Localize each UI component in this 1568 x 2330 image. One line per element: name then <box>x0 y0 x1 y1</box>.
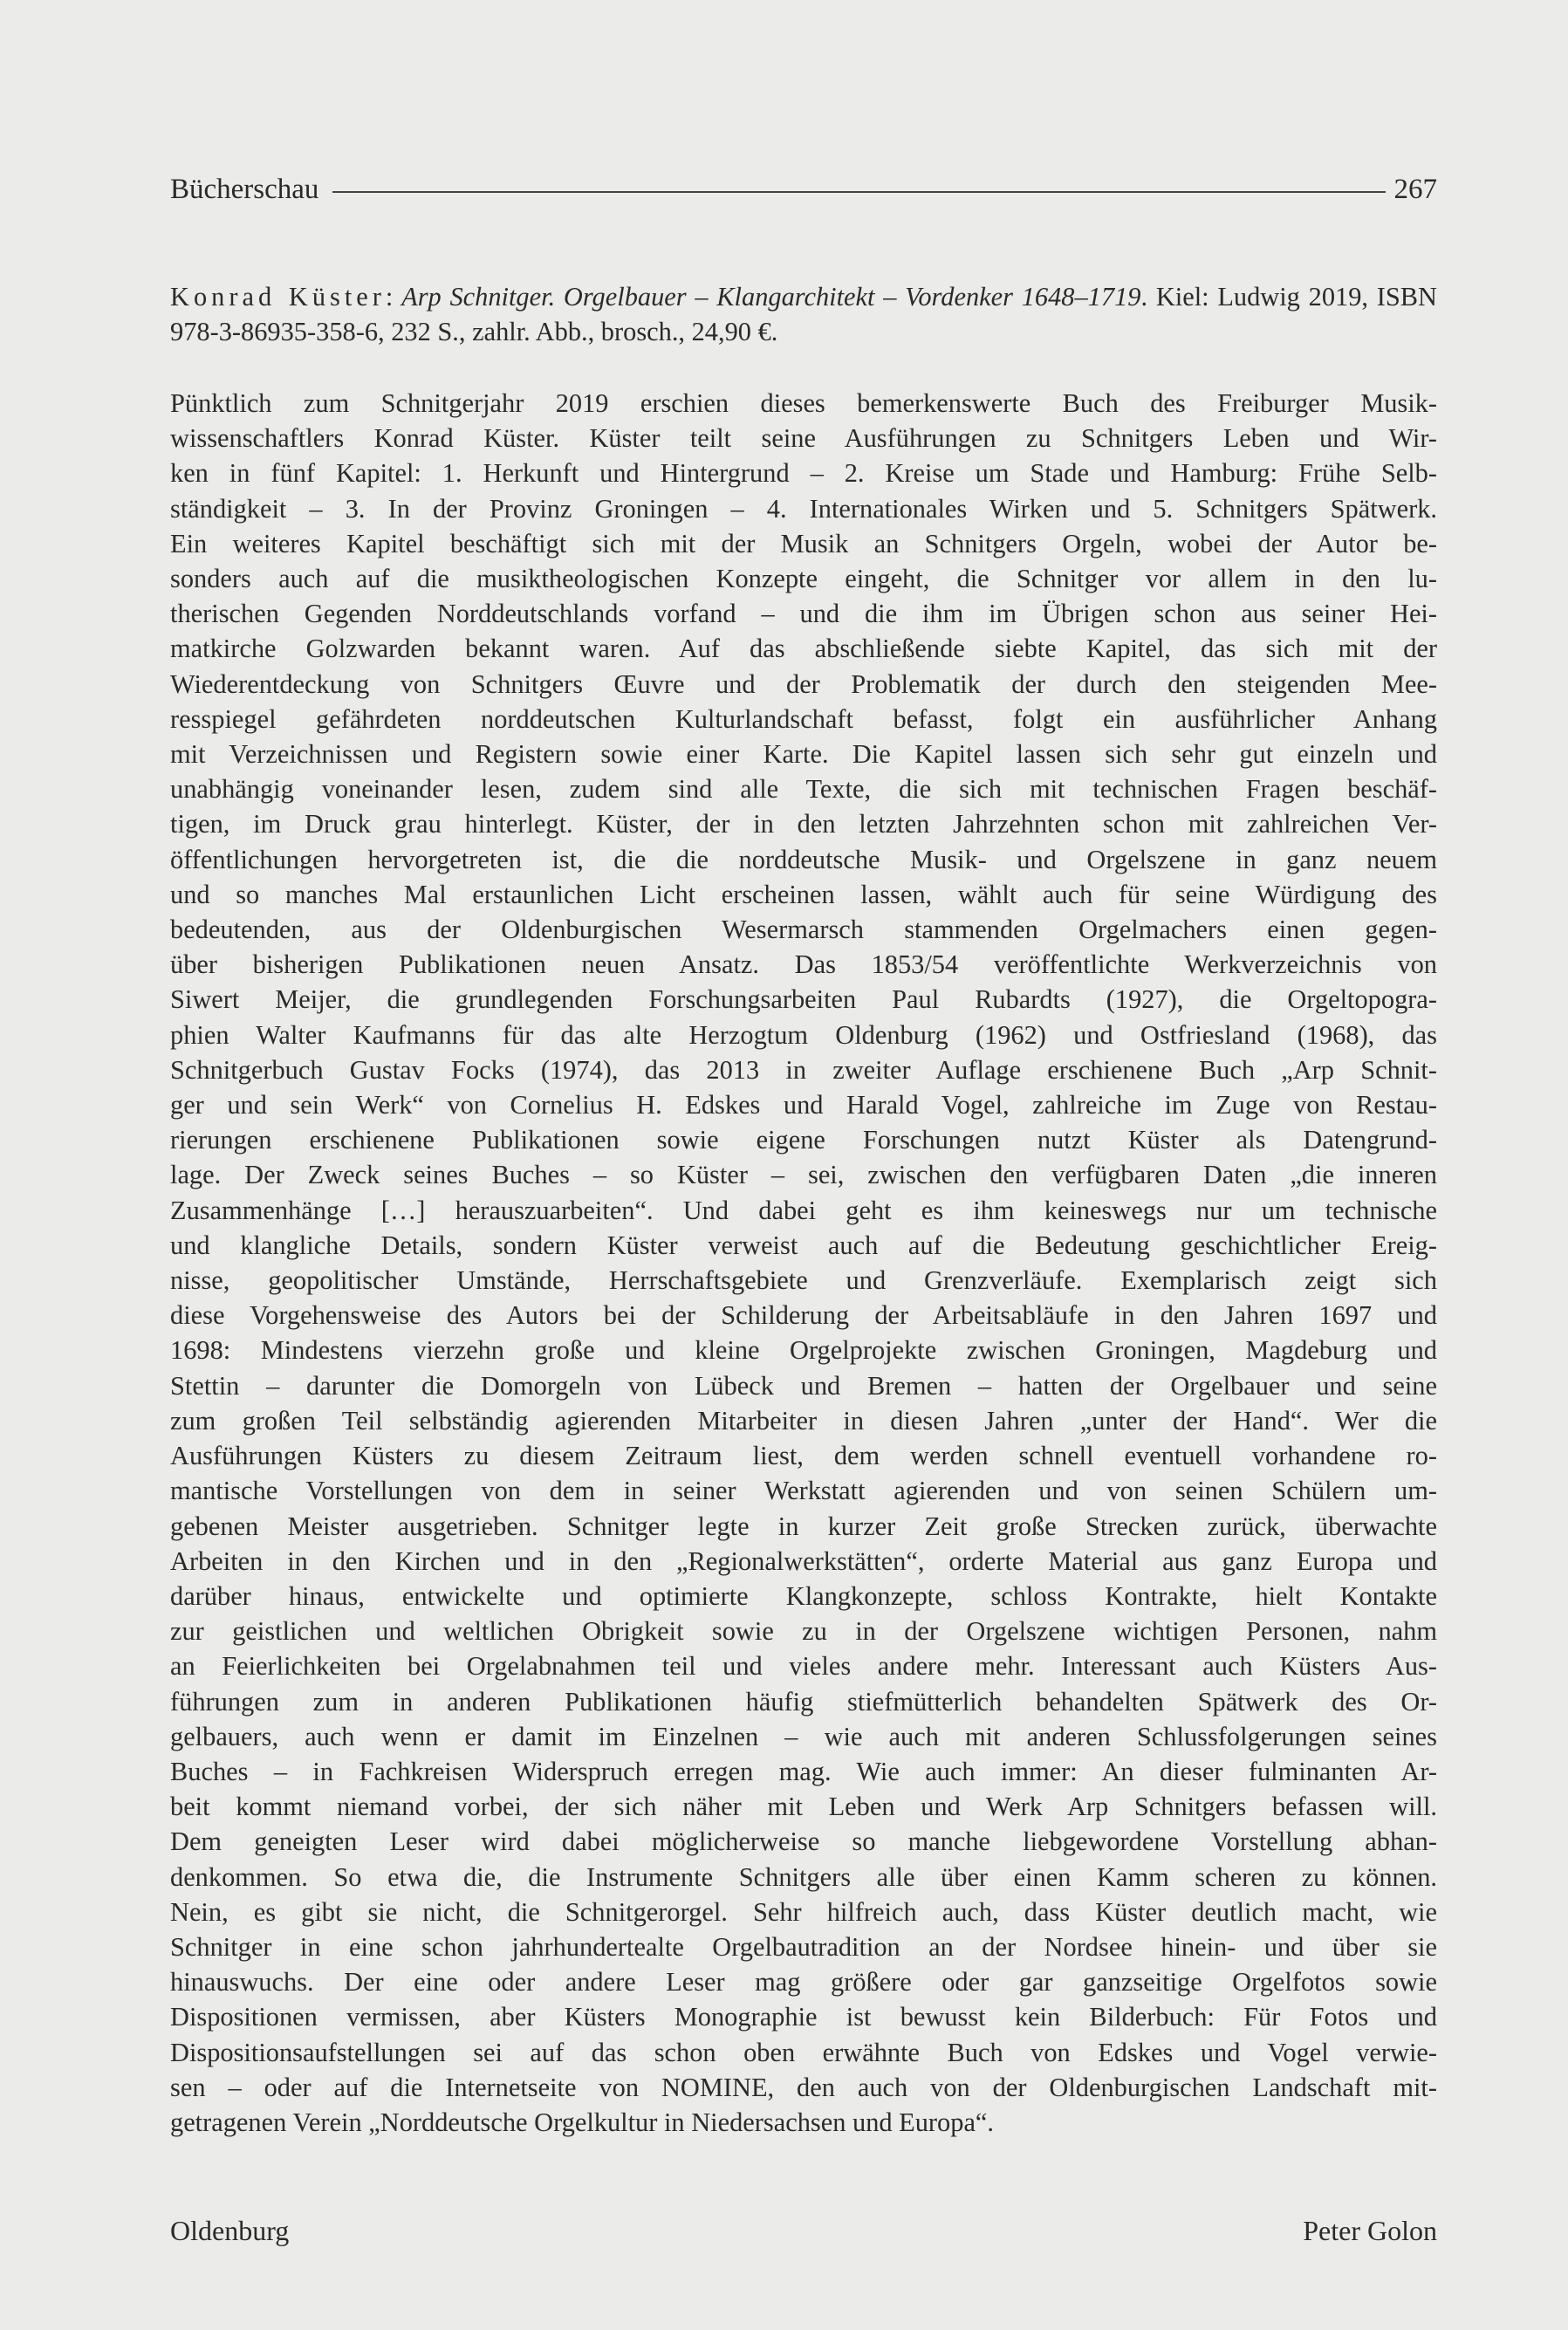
review-line: Arbeiten in den Kirchen und in den „Regionalwerkstätten“, orderte Material aus ganz Europa und <box>170 1545 1437 1576</box>
header-rule <box>332 191 1385 193</box>
review-line: rierungen erschienene Publikationen sowie eigene Forschungen nutzt Küster als Datengrund- <box>170 1125 1437 1155</box>
review-line: Dem geneigten Leser wird dabei möglicherweise so manche liebgewordene Vorstellung abhan- <box>170 1826 1437 1857</box>
review-line: Dispositionsaufstellungen sei auf das schon oben erwähnte Buch von Edskes und Vogel verwie- <box>170 2037 1437 2067</box>
review-line: tigen, im Druck grau hinterlegt. Küster, der in den letzten Jahrzehnten schon mit zahlreichen Ver- <box>170 809 1437 839</box>
review-line: unabhängig voneinander lesen, zudem sind alle Texte, die sich mit technischen Fragen beschäf- <box>170 774 1437 805</box>
review-line: phien Walter Kaufmanns für das alte Herzogtum Oldenburg (1962) und Ostfriesland (1968), das <box>170 1019 1437 1050</box>
review-line: Stettin – darunter die Domorgeln von Lübeck und Bremen – hatten der Orgelbauer und seine <box>170 1370 1437 1401</box>
review-line: zum großen Teil selbständig agierenden Mitarbeiter in diesen Jahren „unter der Hand“. Wer die <box>170 1405 1437 1436</box>
review-line: an Feierlichkeiten bei Orgelabnahmen teil und vieles andere mehr. Interessant auch Küsters Aus- <box>170 1651 1437 1682</box>
review-line: ger und sein Werk“ von Cornelius H. Edskes und Harald Vogel, zahlreiche im Zuge von Restau- <box>170 1090 1437 1120</box>
review-place: Oldenburg <box>170 2215 290 2246</box>
review-line: darüber hinaus, entwickelte und optimierte Klangkonzepte, schloss Kontrakte, hielt Kontakte <box>170 1580 1437 1611</box>
review-line: zur geistlichen und weltlichen Obrigkeit sowie zu in der Orgelszene wichtigen Personen, nahm <box>170 1616 1437 1647</box>
review-line: führungen zum in anderen Publikationen häufig stiefmütterlich behandelten Spätwerk des Or- <box>170 1686 1437 1717</box>
review-line: öffentlichungen hervorgetreten ist, die die norddeutsche Musik- und Orgelszene in ganz neuem <box>170 844 1437 874</box>
review-line: Wiederentdeckung von Schnitgers Œuvre und der Problematik der durch den steigenden Mee- <box>170 668 1437 699</box>
review-line: beit kommt niemand vorbei, der sich näher mit Leben und Werk Arp Schnitgers befassen will. <box>170 1792 1437 1822</box>
review-line: ken in fünf Kapitel: 1. Herkunft und Hintergrund – 2. Kreise um Stade und Hamburg: Frühe Selb- <box>170 458 1437 489</box>
review-line: ständigkeit – 3. In der Provinz Groningen – 4. Internationales Wirken und 5. Schnitgers Spätwerk. <box>170 493 1437 524</box>
review-line: diese Vorgehensweise des Autors bei der Schilderung der Arbeitsabläufe in den Jahren 1697 und <box>170 1300 1437 1331</box>
section-title: Bücherschau <box>170 173 319 205</box>
review-line: resspiegel gefährdeten norddeutschen Kulturlandschaft befasst, folgt ein ausführlicher Anhang <box>170 703 1437 734</box>
review-line: Ausführungen Küsters zu diesem Zeitraum liest, dem werden schnell eventuell vorhandene ro- <box>170 1441 1437 1471</box>
review-line: Schnitger in eine schon jahrhundertealte Orgelbautradition an der Nordsee hinein- und über sie <box>170 1931 1437 1962</box>
review-line: Ein weiteres Kapitel beschäftigt sich mit der Musik an Schnitgers Orgeln, wobei der Autor be- <box>170 528 1437 559</box>
review-line: sonders auch auf die musiktheologischen Konzepte eingeht, die Schnitger vor allem in den lu- <box>170 564 1437 594</box>
review-line: Pünktlich zum Schnitgerjahr 2019 erschien dieses bemerkenswerte Buch des Freiburger Musik- <box>170 388 1437 418</box>
review-line: therischen Gegenden Norddeutschlands vorfand – und die ihm im Übrigen schon aus seiner Hei- <box>170 599 1437 629</box>
review-body <box>170 386 1437 2140</box>
review-line: gelbauers, auch wenn er damit im Einzelnen – wie auch mit anderen Schlussfolgerungen seines <box>170 1721 1437 1751</box>
review-line: Schnitgerbuch Gustav Focks (1974), das 2013 in zweiter Auflage erschienene Buch „Arp Schnit- <box>170 1054 1437 1085</box>
review-line: mantische Vorstellungen von dem in seiner Werkstatt agierenden und von seinen Schülern um- <box>170 1476 1437 1506</box>
review-line: hinauswuchs. Der eine oder andere Leser mag größere oder gar ganzseitige Orgelfotos sowie <box>170 1967 1437 1998</box>
running-header <box>170 168 1437 211</box>
review-line: und klangliche Details, sondern Küster verweist auch auf die Bedeutung geschichtlicher Ereig- <box>170 1230 1437 1260</box>
review-line: wissenschaftlers Konrad Küster. Küster teilt seine Ausführungen zu Schnitgers Leben und Wir- <box>170 423 1437 454</box>
review-line: Buches – in Fachkreisen Widerspruch erregen mag. Wie auch immer: An dieser fulminanten Ar- <box>170 1756 1437 1786</box>
review-line: über bisherigen Publikationen neuen Ansatz. Das 1853/54 veröffentlichte Werkverzeichnis von <box>170 949 1437 980</box>
review-line: bedeutenden, aus der Oldenburgischen Wesermarsch stammenden Orgelmachers einen gegen- <box>170 915 1437 945</box>
review-line: lage. Der Zweck seines Buches – so Küster – sei, zwischen den verfügbaren Daten „die inneren <box>170 1160 1437 1190</box>
review-line: nisse, geopolitischer Umstände, Herrschaftsgebiete und Grenzverläufe. Exemplarisch zeigt sich <box>170 1265 1437 1296</box>
page-number: 267 <box>1393 173 1437 205</box>
review-line: denkommen. So etwa die, die Instrumente Schnitgers alle über einen Kamm scheren zu können. <box>170 1861 1437 1892</box>
review-line: Siwert Meijer, die grundlegenden Forschungsarbeiten Paul Rubardts (1927), die Orgeltopogra- <box>170 984 1437 1015</box>
reviewer-name: Peter Golon <box>1303 2215 1437 2246</box>
citation-publication: . Kiel: Ludwig 2019, ISBN 978-3-86935-358-6, 232 S., zahlr. Abb., brosch., 24,90 €. <box>170 282 1437 346</box>
review-line: sen – oder auf die Internetseite von NOMINE, den auch von der Oldenburgischen Landschaft mit- <box>170 2072 1437 2102</box>
review-footer <box>170 2215 1437 2247</box>
review-line: Zusammenhänge […] herauszuarbeiten“. Und dabei geht es ihm keineswegs nur um technische <box>170 1195 1437 1225</box>
review-line: matkirche Golzwarden bekannt waren. Auf das abschließende siebte Kapitel, das sich mit der <box>170 634 1437 664</box>
review-line: 1698: Mindestens vierzehn große und kleine Orgelprojekte zwischen Groningen, Magdeburg und <box>170 1335 1437 1366</box>
review-line: mit Verzeichnissen und Registern sowie einer Karte. Die Kapitel lassen sich sehr gut einzeln und <box>170 739 1437 770</box>
citation-title: Arp Schnitger. Orgelbauer – Klangarchitekt – Vordenker 1648–1719 <box>401 282 1141 312</box>
review-line: Nein, es gibt sie nicht, die Schnitgerorgel. Sehr hilfreich auch, dass Küster deutlich macht, wie <box>170 1896 1437 1927</box>
book-citation: Konrad Küster: Arp Schnitger. Orgelbauer – Klangarchitekt – Vordenker 1648–1719. Kiel: Ludwig 2019, ISBN 978-3-86935-358-6, 232 S., zahlr. Abb., brosch., 24,90 €. <box>170 282 1437 346</box>
review-line: getragenen Verein „Norddeutsche Orgelkultur in Niedersachsen und Europa“. <box>170 2107 995 2137</box>
review-line: gebenen Meister ausgetrieben. Schnitger legte in kurzer Zeit große Strecken zurück, überwachte <box>170 1511 1437 1541</box>
review-line: und so manches Mal erstaunlichen Licht erscheinen lassen, wählt auch für seine Würdigung des <box>170 879 1437 909</box>
citation-author: Konrad Küster <box>170 282 386 312</box>
review-line: Dispositionen vermissen, aber Küsters Monographie ist bewusst kein Bilderbuch: Für Fotos und <box>170 2002 1437 2032</box>
